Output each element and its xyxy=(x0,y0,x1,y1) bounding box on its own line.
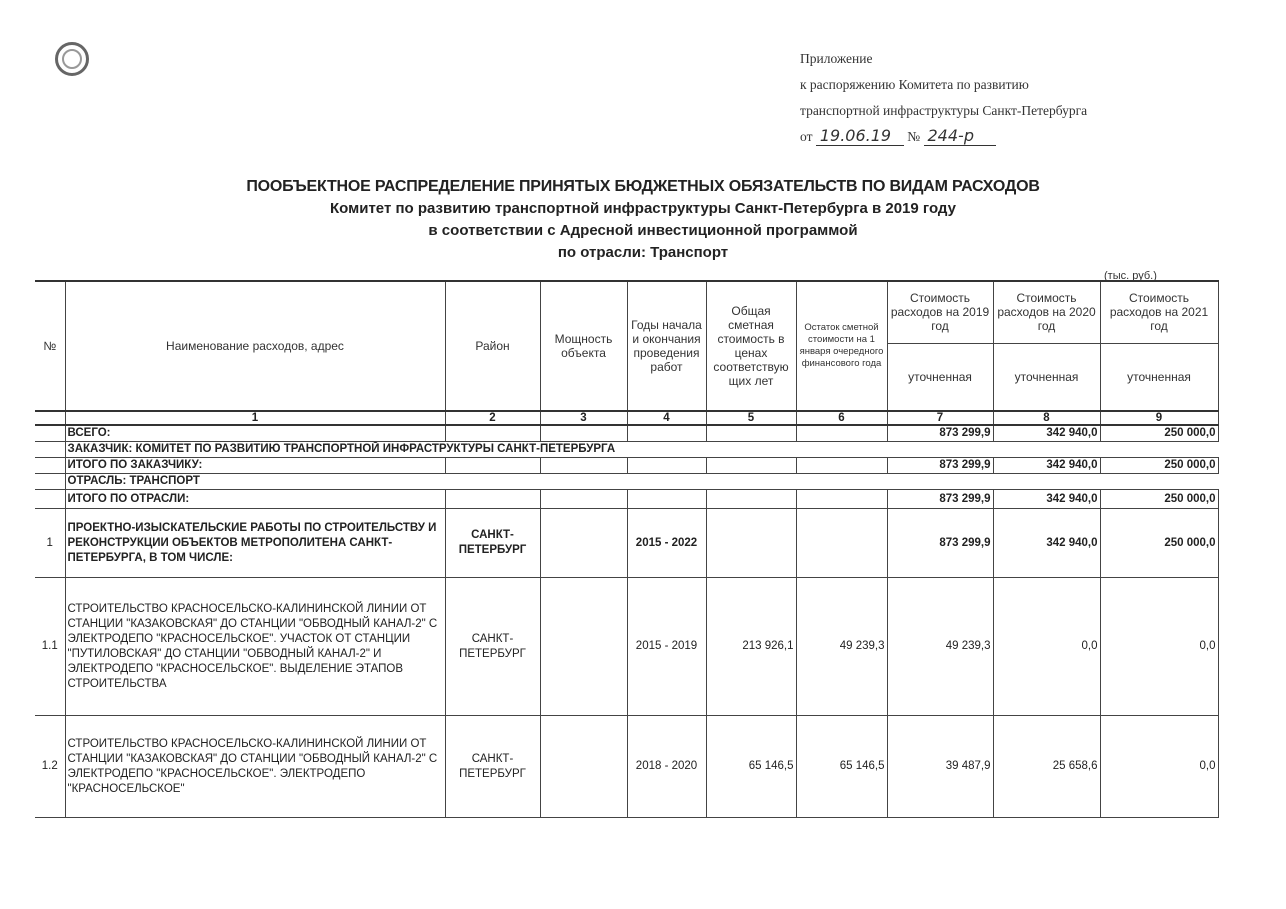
row-cost-2021: 0,0 xyxy=(1100,578,1218,716)
row-capacity xyxy=(540,716,627,818)
table-row xyxy=(35,509,1218,578)
industry-total-no xyxy=(35,490,65,509)
empty-cell xyxy=(627,458,706,474)
row-cost-2021: 0,0 xyxy=(1100,716,1218,818)
customer-total-2020: 342 940,0 xyxy=(993,458,1100,474)
customer-no xyxy=(35,442,65,458)
row-no: 1 xyxy=(35,509,65,578)
empty-cell xyxy=(706,490,796,509)
industry-no xyxy=(35,474,65,490)
row-years: 2018 - 2020 xyxy=(627,716,706,818)
row-name: СТРОИТЕЛЬСТВО КРАСНОСЕЛЬСКО-КАЛИНИНСКОЙ ЛИНИИ ОТ СТАНЦИИ "КАЗАКОВСКАЯ" ДО СТАНЦИИ "ОБВОДНЫЙ КАНАЛ-2" С ЭЛЕКТРОДЕПО "КРАСНОСЕЛЬСКОЕ". ЭЛЕКТРОДЕПО "КРАСНОСЕЛЬСКОЕ" xyxy=(65,716,445,818)
budget-table xyxy=(35,280,1219,818)
row-no: 1.2 xyxy=(35,716,65,818)
industry-total-2019: 873 299,9 xyxy=(887,490,993,509)
header-refined-2021: уточненная xyxy=(1100,343,1218,411)
handwritten-number: 244-р xyxy=(924,127,996,146)
total-cost-2020: 342 940,0 xyxy=(993,425,1100,442)
customer-row xyxy=(35,442,1218,458)
industry-total-2021: 250 000,0 xyxy=(1100,490,1218,509)
header-row-top xyxy=(35,281,1218,343)
header-cost-2021: Стоимость расходов на 2021 год xyxy=(1100,281,1218,343)
column-number-blank xyxy=(35,411,65,425)
empty-cell xyxy=(796,458,887,474)
table-row xyxy=(35,578,1218,716)
column-number: 9 xyxy=(1100,411,1218,425)
customer-total-label: ИТОГО ПО ЗАКАЗЧИКУ: xyxy=(65,458,445,474)
header-total-cost: Общая сметная стоимость в ценах соответствую щих лет xyxy=(706,281,796,411)
empty-cell xyxy=(627,425,706,442)
appendix-line-1: Приложение xyxy=(800,51,873,66)
header-district: Район xyxy=(445,281,540,411)
document-subtitle-2: в соответствии с Адресной инвестиционной программой xyxy=(428,222,858,239)
empty-cell xyxy=(445,425,540,442)
total-cost-2019: 873 299,9 xyxy=(887,425,993,442)
row-capacity xyxy=(540,509,627,578)
table-row xyxy=(35,716,1218,818)
header-name: Наименование расходов, адрес xyxy=(65,281,445,411)
column-numbers-row xyxy=(35,411,1218,425)
row-capacity xyxy=(540,578,627,716)
row-total-cost: 65 146,5 xyxy=(706,716,796,818)
row-district: САНКТ-ПЕТЕРБУРГ xyxy=(445,509,540,578)
empty-cell xyxy=(445,458,540,474)
handwritten-date: 19.06.19 xyxy=(816,127,904,146)
empty-cell xyxy=(796,425,887,442)
column-number: 1 xyxy=(65,411,445,425)
total-label: ВСЕГО: xyxy=(65,425,445,442)
date-prefix: от xyxy=(800,129,813,144)
industry-total-label: ИТОГО ПО ОТРАСЛИ: xyxy=(65,490,445,509)
customer-total-2019: 873 299,9 xyxy=(887,458,993,474)
empty-cell xyxy=(540,425,627,442)
row-years: 2015 - 2019 xyxy=(627,578,706,716)
units-label: (тыс. руб.) xyxy=(1104,270,1157,282)
industry-label: ОТРАСЛЬ: ТРАНСПОРТ xyxy=(65,474,1218,490)
appendix-line-2: к распоряжению Комитета по развитию xyxy=(800,77,1029,92)
industry-total-row xyxy=(35,490,1218,509)
column-number: 2 xyxy=(445,411,540,425)
column-number: 8 xyxy=(993,411,1100,425)
empty-cell xyxy=(706,425,796,442)
row-cost-2019: 49 239,3 xyxy=(887,578,993,716)
column-number: 4 xyxy=(627,411,706,425)
header-remaining: Остаток сметной стоимости на 1 января очередного финансового года xyxy=(796,281,887,411)
row-cost-2020: 25 658,6 xyxy=(993,716,1100,818)
empty-cell xyxy=(540,458,627,474)
header-no: № xyxy=(35,281,65,411)
appendix-line-3: транспортной инфраструктуры Санкт-Петербурга xyxy=(800,103,1088,118)
empty-cell xyxy=(627,490,706,509)
customer-total-row xyxy=(35,458,1218,474)
industry-row xyxy=(35,474,1218,490)
document-subtitle-3: по отрасли: Транспорт xyxy=(557,244,729,261)
column-number: 6 xyxy=(796,411,887,425)
empty-cell xyxy=(445,490,540,509)
total-no xyxy=(35,425,65,442)
row-remaining: 49 239,3 xyxy=(796,578,887,716)
header-years: Годы начала и окончания проведения работ xyxy=(627,281,706,411)
header-cost-2020: Стоимость расходов на 2020 год xyxy=(993,281,1100,343)
total-cost-2021: 250 000,0 xyxy=(1100,425,1218,442)
header-cost-2019: Стоимость расходов на 2019 год xyxy=(887,281,993,343)
header-capacity: Мощность объекта xyxy=(540,281,627,411)
customer-label: ЗАКАЗЧИК: КОМИТЕТ ПО РАЗВИТИЮ ТРАНСПОРТНОЙ ИНФРАСТРУКТУРЫ САНКТ-ПЕТЕРБУРГА xyxy=(65,442,1218,458)
row-total-cost xyxy=(706,509,796,578)
row-cost-2020: 0,0 xyxy=(993,578,1100,716)
document-title: ПООБЪЕКТНОЕ РАСПРЕДЕЛЕНИЕ ПРИНЯТЫХ БЮДЖЕТНЫХ ОБЯЗАТЕЛЬСТВ ПО ВИДАМ РАСХОДОВ xyxy=(246,178,1040,195)
row-cost-2019: 39 487,9 xyxy=(887,716,993,818)
column-number: 5 xyxy=(706,411,796,425)
document-subtitle-1: Комитет по развитию транспортной инфраструктуры Санкт-Петербурга в 2019 году xyxy=(330,200,956,217)
appendix-block xyxy=(800,46,1087,150)
header-refined-2019: уточненная xyxy=(887,343,993,411)
column-number: 3 xyxy=(540,411,627,425)
empty-cell xyxy=(706,458,796,474)
row-remaining xyxy=(796,509,887,578)
empty-cell xyxy=(796,490,887,509)
appendix-date-line xyxy=(800,124,1087,150)
row-remaining: 65 146,5 xyxy=(796,716,887,818)
row-name: ПРОЕКТНО-ИЗЫСКАТЕЛЬСКИЕ РАБОТЫ ПО СТРОИТЕЛЬСТВУ И РЕКОНСТРУКЦИИ ОБЪЕКТОВ МЕТРОПОЛИТЕНА САНКТ-ПЕТЕРБУРГА, В ТОМ ЧИСЛЕ: xyxy=(65,509,445,578)
row-district: САНКТ-ПЕТЕРБУРГ xyxy=(445,578,540,716)
stamp-seal-icon xyxy=(55,42,89,76)
total-row xyxy=(35,425,1218,442)
row-cost-2020: 342 940,0 xyxy=(993,509,1100,578)
row-years: 2015 - 2022 xyxy=(627,509,706,578)
row-no: 1.1 xyxy=(35,578,65,716)
customer-total-no xyxy=(35,458,65,474)
row-name: СТРОИТЕЛЬСТВО КРАСНОСЕЛЬСКО-КАЛИНИНСКОЙ ЛИНИИ ОТ СТАНЦИИ "КАЗАКОВСКАЯ" ДО СТАНЦИИ "ОБВОДНЫЙ КАНАЛ-2" С ЭЛЕКТРОДЕПО "КРАСНОСЕЛЬСКОЕ". УЧАСТОК ОТ СТАНЦИИ "ПУТИЛОВСКАЯ" ДО СТАНЦИИ "ОБВОДНЫЙ КАНАЛ-2" И ЭЛЕКТРОДЕПО "КРАСНОСЕЛЬСКОЕ". ВЫДЕЛЕНИЕ ЭТАПОВ СТРОИТЕЛЬСТВА xyxy=(65,578,445,716)
document-title-block xyxy=(0,176,1286,264)
row-total-cost: 213 926,1 xyxy=(706,578,796,716)
column-number: 7 xyxy=(887,411,993,425)
row-district: САНКТ-ПЕТЕРБУРГ xyxy=(445,716,540,818)
customer-total-2021: 250 000,0 xyxy=(1100,458,1218,474)
industry-total-2020: 342 940,0 xyxy=(993,490,1100,509)
number-prefix: № xyxy=(907,129,921,144)
header-refined-2020: уточненная xyxy=(993,343,1100,411)
row-cost-2019: 873 299,9 xyxy=(887,509,993,578)
empty-cell xyxy=(540,490,627,509)
row-cost-2021: 250 000,0 xyxy=(1100,509,1218,578)
